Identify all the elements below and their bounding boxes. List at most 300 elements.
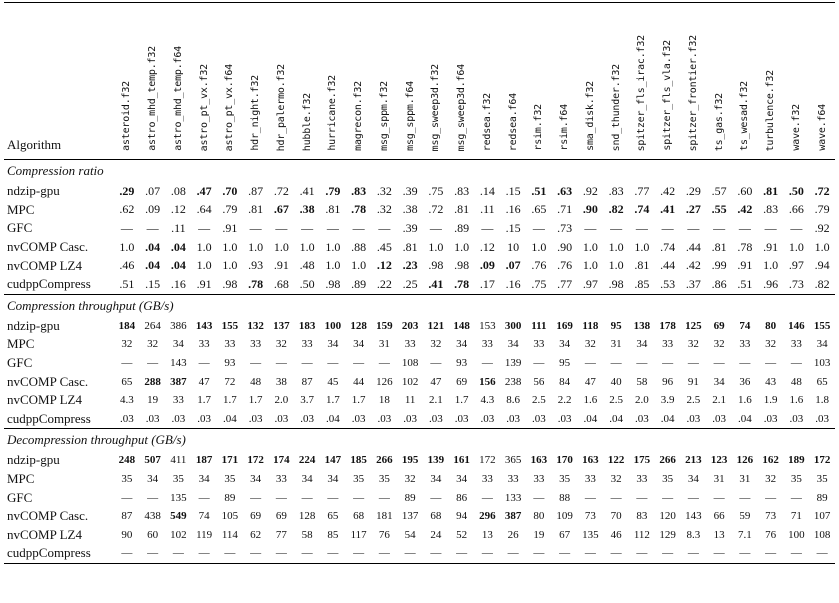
dataset-column-header [706, 3, 732, 160]
algorithm-name: nvCOMP Casc. [7, 508, 89, 524]
table-cell: 1.0 [582, 239, 598, 254]
table-cell: — [687, 491, 699, 504]
table-row [4, 391, 835, 410]
table-cell: — [198, 220, 211, 235]
dataset-label: msg_sppm.f32 [378, 81, 390, 151]
table-cell: 35 [662, 473, 674, 486]
table-cell: .50 [299, 276, 315, 291]
algorithm-name: GFC [7, 355, 33, 371]
section-header [4, 294, 835, 317]
table-cell: .03 [712, 412, 726, 425]
table-cell: — [147, 491, 159, 504]
table-cell: .53 [660, 276, 676, 291]
table-cell: .03 [120, 412, 134, 425]
table-cell: 65 [327, 510, 339, 523]
table-cell: — [397, 544, 423, 563]
table-cell: 148 [453, 319, 470, 332]
table-cell: 35 [353, 473, 365, 486]
table-row [4, 275, 835, 294]
table-cell: .03 [403, 412, 417, 425]
table-cell: 119 [196, 528, 213, 541]
table-cell: — [217, 544, 243, 563]
dataset-column-header [397, 3, 423, 160]
table-cell: — [275, 357, 287, 370]
table-cell: .91 [222, 220, 238, 235]
table-cell: .27 [685, 202, 701, 217]
table-cell: 56 [533, 375, 545, 388]
section-header [4, 429, 835, 452]
table-cell: 1.0 [351, 258, 367, 273]
table-cell: 33 [790, 338, 802, 351]
table-cell: 13 [713, 528, 725, 541]
table-cell: 33 [224, 338, 236, 351]
table-cell: — [320, 544, 346, 563]
table-cell: .79 [814, 202, 830, 217]
table-cell: — [481, 491, 493, 504]
table-cell: 109 [556, 510, 573, 523]
table-row [4, 256, 835, 275]
table-cell: — [346, 544, 372, 563]
table-cell: 178 [659, 319, 676, 332]
dataset-label: astro_pt_vx.f64 [224, 63, 236, 151]
table-cell: 1.0 [273, 239, 289, 254]
table-cell: 34 [198, 473, 210, 486]
table-cell: 32 [121, 338, 133, 351]
dataset-label: msg_sweep3d.f32 [430, 63, 442, 151]
algorithm-name: ndzip-gpu [7, 183, 60, 199]
table-cell: 91 [687, 375, 699, 388]
table-cell: — [552, 544, 578, 563]
table-cell: .83 [763, 202, 779, 217]
table-cell: .03 [532, 412, 546, 425]
table-cell: .89 [454, 220, 470, 235]
table-cell: — [532, 220, 545, 235]
table-cell: — [533, 491, 545, 504]
table-cell: .65 [531, 202, 547, 217]
dataset-label: wave.f32 [790, 104, 802, 151]
dataset-column-header [681, 3, 707, 160]
table-cell: — [243, 544, 269, 563]
table-cell: 35 [378, 473, 390, 486]
algorithm-name: nvCOMP Casc. [7, 239, 89, 255]
table-row [4, 372, 835, 391]
table-cell: .41 [660, 202, 676, 217]
table-cell: .12 [479, 239, 495, 254]
table-cell: 35 [790, 473, 802, 486]
table-cell: 1.0 [428, 239, 444, 254]
table-cell: 40 [610, 375, 622, 388]
table-cell: — [662, 491, 674, 504]
table-cell: .04 [145, 239, 161, 254]
table-cell: 34 [507, 338, 519, 351]
table-cell: 34 [301, 473, 313, 486]
table-cell: 84 [559, 375, 571, 388]
table-cell: — [610, 220, 623, 235]
table-cell: 2.2 [557, 394, 572, 407]
table-row [4, 526, 835, 545]
table-cell: — [121, 491, 133, 504]
table-cell: 62 [250, 528, 262, 541]
table-cell: — [610, 491, 622, 504]
table-cell: — [449, 544, 475, 563]
table-cell: — [584, 491, 596, 504]
table-cell: .07 [505, 258, 521, 273]
table-cell: — [738, 220, 751, 235]
table-cell: 34 [559, 338, 571, 351]
table-cell: .03 [171, 412, 186, 425]
table-cell: .29 [119, 183, 135, 198]
table-cell: .42 [660, 183, 676, 198]
table-cell: 52 [456, 528, 468, 541]
table-cell: 32 [765, 338, 777, 351]
dataset-column-header [346, 3, 372, 160]
table-cell: 100 [324, 319, 342, 332]
section-title: Compression throughput (GB/s) [4, 294, 835, 317]
dataset-label: sma_disk.f32 [584, 81, 596, 151]
table-cell: .60 [737, 183, 753, 198]
table-cell: .15 [505, 183, 521, 198]
table-cell: .23 [402, 258, 418, 273]
table-cell: 1.6 [583, 394, 598, 407]
table-cell: 33 [533, 338, 545, 351]
table-cell: .78 [454, 276, 470, 291]
table-cell: .07 [145, 183, 161, 198]
table-cell: .89 [351, 276, 367, 291]
table-cell: — [430, 357, 442, 370]
table-cell: .14 [479, 183, 495, 198]
algorithm-name: nvCOMP LZ4 [7, 392, 82, 408]
dataset-column-header [269, 3, 295, 160]
table-cell: — [713, 357, 725, 370]
table-cell: 47 [198, 375, 210, 388]
table-cell: 185 [350, 454, 367, 467]
algorithm-name: ndzip-gpu [7, 452, 60, 468]
table-cell: 76 [765, 528, 777, 541]
table-cell: 224 [298, 454, 316, 467]
table-cell: .94 [814, 258, 830, 273]
table-cell: .46 [119, 258, 135, 273]
table-cell: 85 [327, 528, 339, 541]
table-cell: .39 [402, 220, 418, 235]
table-cell: — [353, 357, 365, 370]
table-cell: — [578, 544, 604, 563]
table-cell: .91 [196, 276, 212, 291]
table-cell: .75 [428, 183, 444, 198]
table-cell: 95 [559, 357, 571, 370]
table-cell: .04 [170, 258, 186, 273]
dataset-column-header [423, 3, 449, 160]
table-body [4, 160, 835, 564]
dataset-label: hurricane.f32 [327, 75, 339, 151]
table-cell: .16 [170, 276, 186, 291]
table-cell: 143 [170, 357, 187, 370]
table-cell: .88 [351, 239, 367, 254]
table-cell: .12 [170, 202, 186, 217]
dataset-column-header [578, 3, 604, 160]
table-cell: 31 [739, 473, 751, 486]
table-cell: 58 [301, 528, 313, 541]
table-cell: 80 [765, 319, 777, 332]
table-cell: .03 [145, 412, 160, 425]
table-cell: 43 [765, 375, 777, 388]
table-cell: — [636, 357, 648, 370]
table-cell: 3.7 [300, 394, 314, 407]
table-cell: 1.0 [814, 239, 830, 254]
algorithm-name: GFC [7, 220, 33, 236]
table-cell: 89 [816, 491, 828, 504]
table-cell: — [706, 544, 732, 563]
algorithm-name: MPC [7, 201, 35, 217]
table-cell: .72 [273, 183, 289, 198]
table-row [4, 410, 835, 429]
table-cell: .83 [351, 183, 367, 198]
table-cell: 4.3 [120, 394, 134, 407]
table-cell: .12 [376, 258, 392, 273]
table-cell: 60 [147, 528, 159, 541]
table-cell: 1.0 [196, 258, 212, 273]
table-cell: .41 [299, 183, 315, 198]
table-cell: 174 [273, 454, 290, 467]
table-cell: 34 [456, 338, 468, 351]
table-cell: 1.0 [222, 258, 238, 273]
dataset-column-header [372, 3, 398, 160]
table-cell: 111 [531, 319, 547, 332]
table-cell: .96 [763, 276, 779, 291]
table-cell: 38 [275, 375, 287, 388]
table-cell: 68 [353, 510, 365, 523]
table-cell: 1.0 [325, 239, 341, 254]
table-cell: 34 [816, 338, 828, 351]
table-cell: 264 [144, 319, 161, 332]
table-cell: 35 [172, 473, 184, 486]
table-cell: .38 [299, 202, 315, 217]
table-header [4, 3, 835, 160]
dataset-label: redsea.f32 [481, 92, 493, 151]
table-cell: 33 [481, 473, 493, 486]
table-cell: 93 [224, 357, 236, 370]
table-row [4, 335, 835, 354]
table-cell: .04 [145, 258, 161, 273]
table-cell: 34 [147, 473, 159, 486]
table-cell: .37 [685, 276, 701, 291]
table-cell: .04 [738, 412, 752, 425]
table-cell: 213 [685, 454, 702, 467]
table-cell: .91 [763, 239, 779, 254]
table-cell: 34 [327, 473, 339, 486]
algorithm-name: nvCOMP LZ4 [7, 526, 82, 542]
table-cell: 34 [327, 338, 339, 351]
table-cell: 77 [275, 528, 287, 541]
table-cell: .32 [376, 202, 392, 217]
table-cell: 170 [556, 454, 573, 467]
table-cell: — [147, 357, 159, 370]
table-cell: 32 [404, 473, 416, 486]
table-cell: — [765, 491, 777, 504]
table-cell: .03 [815, 412, 829, 425]
table-cell: — [378, 357, 390, 370]
table-cell: .75 [531, 276, 547, 291]
table-cell: .22 [376, 276, 392, 291]
table-cell: .93 [248, 258, 264, 273]
table-cell: — [166, 544, 192, 563]
table-cell: 411 [170, 454, 187, 467]
dataset-label: spitzer_frontier.f32 [687, 34, 699, 151]
table-cell: .77 [557, 276, 573, 291]
table-cell: 33 [507, 473, 519, 486]
table-cell: — [661, 220, 674, 235]
dataset-column-header [449, 3, 475, 160]
table-cell: .03 [377, 412, 392, 425]
table-cell: 69 [275, 510, 287, 523]
table-cell: — [603, 544, 629, 563]
table-cell: — [249, 220, 262, 235]
table-cell: 33 [250, 338, 262, 351]
table-cell: 146 [788, 319, 805, 332]
table-cell: 48 [790, 375, 802, 388]
table-cell: 1.0 [222, 239, 238, 254]
table-cell: — [114, 544, 140, 563]
table-cell: 65 [816, 375, 828, 388]
table-cell: 4.3 [480, 394, 495, 407]
table-cell: 128 [298, 510, 316, 523]
table-cell: 126 [376, 375, 393, 388]
table-cell: 68 [430, 510, 442, 523]
dataset-label: astro_mhd_temp.f32 [147, 46, 159, 151]
table-cell: — [681, 544, 707, 563]
table-cell: .03 [351, 412, 366, 425]
table-cell: .73 [788, 276, 804, 291]
table-cell: 296 [479, 510, 496, 523]
table-cell: — [687, 220, 700, 235]
algorithm-name: cudppCompress [4, 544, 114, 563]
table-cell: 34 [687, 473, 699, 486]
table-cell: .98 [222, 276, 238, 291]
dataset-column-header [552, 3, 578, 160]
dataset-column-header [500, 3, 526, 160]
table-cell: 32 [610, 473, 622, 486]
table-cell: 184 [118, 319, 136, 332]
table-cell: .66 [788, 202, 804, 217]
dataset-label: magrecon.f32 [353, 81, 365, 151]
table-cell: — [764, 220, 777, 235]
table-cell: — [140, 544, 166, 563]
table-cell: 163 [530, 454, 548, 467]
table-cell: 32 [687, 338, 699, 351]
table-row [4, 451, 835, 470]
table-cell: 24 [430, 528, 442, 541]
table-cell: 1.6 [738, 394, 752, 407]
table-cell: — [758, 544, 784, 563]
table-cell: 31 [610, 338, 622, 351]
table-cell: 108 [401, 357, 419, 370]
table-cell: 54 [404, 528, 416, 541]
table-cell: 31 [713, 473, 725, 486]
table-cell: .03 [480, 412, 495, 425]
table-cell: 13 [481, 528, 493, 541]
table-cell: .98 [428, 258, 444, 273]
table-cell: .03 [635, 412, 649, 425]
table-cell: 387 [170, 375, 187, 388]
table-cell: — [198, 491, 210, 504]
table-cell: .87 [248, 183, 264, 198]
table-cell: — [662, 357, 674, 370]
table-row [4, 470, 835, 489]
table-cell: 137 [401, 510, 419, 523]
dataset-label: astro_mhd_temp.f64 [172, 46, 184, 151]
table-cell: .15 [145, 276, 161, 291]
table-cell: 33 [481, 338, 493, 351]
table-cell: 172 [479, 454, 496, 467]
table-cell: .57 [711, 183, 727, 198]
table-cell: .03 [763, 412, 778, 425]
table-cell: — [301, 220, 314, 235]
table-cell: .78 [248, 276, 264, 291]
table-cell: .72 [814, 183, 830, 198]
table-cell: 2.0 [274, 394, 289, 407]
table-cell: 58 [636, 375, 648, 388]
table-cell: — [713, 220, 726, 235]
table-row [4, 182, 835, 201]
table-cell: — [430, 491, 442, 504]
dataset-label: spitzer_fls_vla.f32 [662, 40, 674, 151]
table-cell: .64 [196, 202, 212, 217]
table-cell: .04 [223, 412, 237, 425]
table-cell: 33 [404, 338, 416, 351]
table-cell: .44 [685, 239, 701, 254]
table-cell: — [475, 544, 501, 563]
table-cell: 7.1 [738, 528, 752, 541]
table-cell: — [533, 357, 545, 370]
table-cell: .39 [402, 183, 418, 198]
table-cell: .41 [428, 276, 444, 291]
table-cell: 1.0 [608, 239, 624, 254]
table-cell: 1.0 [531, 239, 547, 254]
table-cell: 33 [301, 338, 313, 351]
table-cell: — [301, 491, 313, 504]
table-cell: 71 [790, 510, 802, 523]
table-cell: 155 [221, 319, 239, 332]
table-cell: .97 [582, 276, 598, 291]
dataset-column-header [784, 3, 810, 160]
table-cell: 8.6 [506, 394, 520, 407]
table-row [4, 488, 835, 507]
table-cell: — [784, 544, 810, 563]
table-cell: 2.5 [532, 394, 546, 407]
dataset-column-header [294, 3, 320, 160]
table-cell: 129 [659, 528, 676, 541]
table-cell: 8.3 [686, 528, 701, 541]
table-cell: 507 [144, 454, 161, 467]
table-cell: 74 [198, 510, 210, 523]
table-cell: .51 [119, 276, 135, 291]
table-cell: .51 [737, 276, 753, 291]
table-cell: .85 [634, 276, 650, 291]
table-cell: .90 [557, 239, 573, 254]
table-cell: 44 [353, 375, 365, 388]
table-cell: .81 [763, 183, 779, 198]
table-cell: 147 [324, 454, 342, 467]
dataset-column-header [114, 3, 140, 160]
table-row [4, 544, 835, 563]
table-cell: 128 [350, 319, 367, 332]
dataset-column-header [758, 3, 784, 160]
table-cell: 69 [713, 319, 725, 332]
table-cell: .04 [583, 412, 598, 425]
dataset-label: astro_pt_vx.f32 [198, 63, 210, 151]
table-cell: .03 [506, 412, 520, 425]
table-cell: — [765, 357, 777, 370]
dataset-column-header [166, 3, 192, 160]
